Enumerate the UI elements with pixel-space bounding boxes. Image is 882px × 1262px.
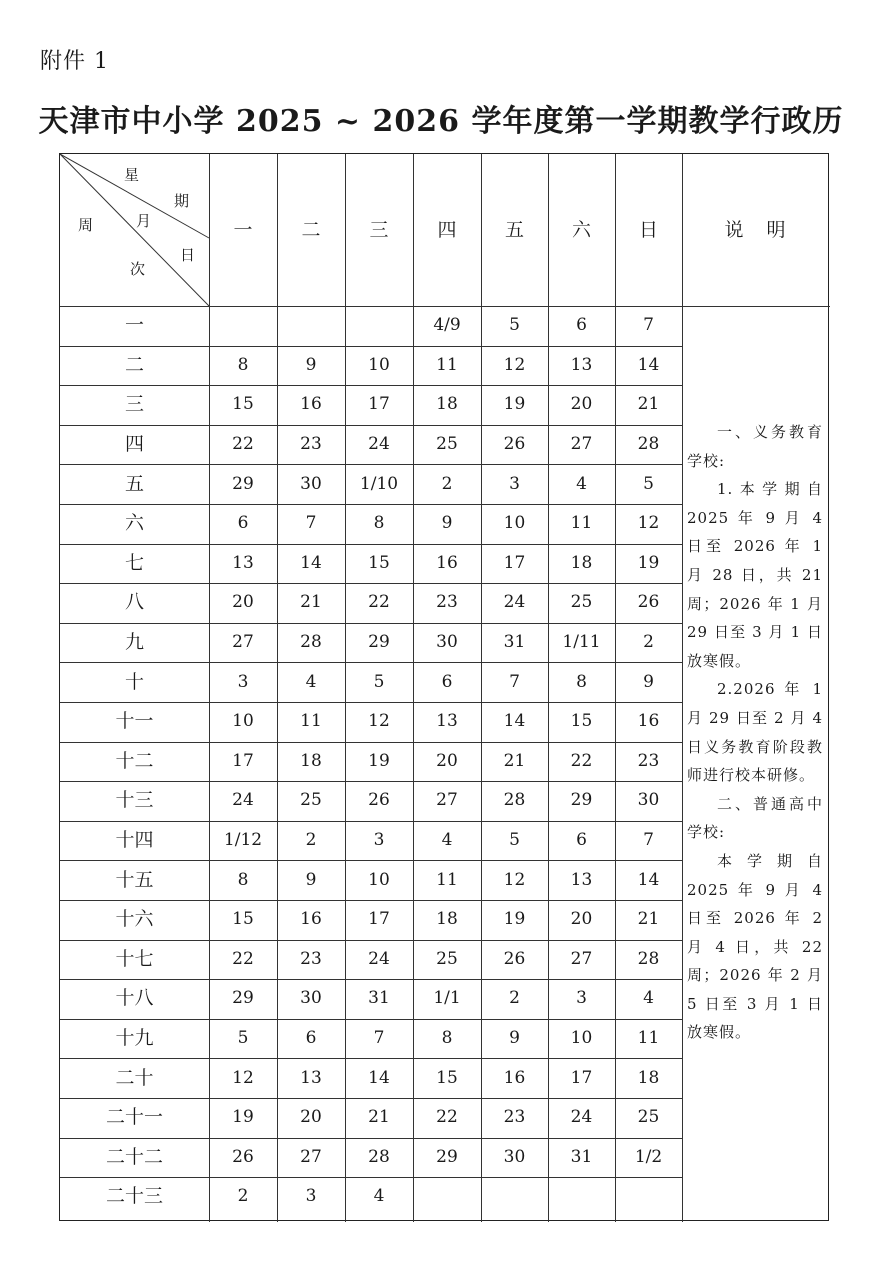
date-cell: 12 (503, 869, 526, 890)
date-cell: 14 (637, 869, 660, 890)
date-cell: 2 (237, 1186, 249, 1207)
week-label: 十一 (115, 710, 154, 733)
date-cell: 2 (305, 830, 317, 851)
date-cell: 30 (300, 988, 322, 1009)
notes-header: 说 明 (724, 218, 788, 241)
notes-paragraph: 本学期自 2025 年 9 月 4 日至 2026 年 2 月 4 日，共 22 周；2026 年 2 月 5 日至 3 月 1 日放寒假。 (687, 851, 823, 1042)
date-cell: 11 (436, 869, 458, 890)
date-cell: 23 (300, 948, 322, 969)
date-cell: 10 (368, 869, 390, 890)
date-cell: 24 (368, 948, 390, 969)
date-cell: 2 (509, 988, 520, 1009)
date-cell: 14 (368, 1067, 390, 1088)
date-cell: 19 (368, 750, 390, 771)
date-cell: 4 (373, 1186, 385, 1207)
corner-label-ri: 日 (180, 246, 196, 264)
date-cell: 9 (305, 354, 317, 375)
day-header: 二 (301, 218, 321, 241)
date-cell: 4 (643, 988, 654, 1009)
date-cell: 7 (643, 315, 654, 336)
date-cell: 25 (300, 790, 322, 811)
date-cell: 21 (503, 750, 526, 771)
date-cell: 18 (300, 750, 322, 771)
day-header: 一 (233, 218, 253, 241)
date-cell: 21 (637, 909, 660, 930)
week-label: 二十二 (105, 1145, 163, 1168)
date-cell: 25 (436, 434, 458, 455)
notes-text (687, 418, 823, 1047)
date-cell: 17 (570, 1067, 593, 1088)
date-cell: 14 (300, 552, 322, 573)
notes-paragraph: 2.2026 年 1 月 29 日至 2 月 4 日义务教育阶段教师进行校本研修。 (687, 680, 823, 785)
corner-label-ci: 次 (130, 260, 146, 278)
date-cell: 27 (436, 790, 458, 811)
date-cell: 14 (637, 354, 660, 375)
week-label: 六 (124, 512, 144, 535)
date-cell: 10 (232, 711, 254, 732)
corner-label-zhou: 周 (78, 216, 94, 234)
date-cell: 30 (503, 1146, 526, 1167)
attachment-label: 附件 1 (40, 49, 109, 74)
date-cell: 7 (373, 1028, 385, 1049)
day-header: 日 (638, 218, 658, 241)
date-cell: 28 (637, 434, 660, 455)
date-cell: 2 (441, 473, 453, 494)
date-cell: 7 (509, 671, 520, 692)
date-cell (615, 1177, 682, 1217)
date-cell: 22 (570, 750, 593, 771)
date-cell: 29 (570, 790, 593, 811)
date-cell: 18 (570, 552, 593, 573)
date-cell: 24 (368, 434, 390, 455)
date-cell: 1/10 (359, 473, 399, 494)
date-cell: 23 (503, 1107, 526, 1128)
date-cell: 15 (368, 552, 390, 573)
date-cell: 17 (368, 394, 390, 415)
date-cell: 16 (300, 909, 322, 930)
week-label: 十 (124, 670, 144, 693)
date-cell: 12 (503, 354, 526, 375)
date-cell: 11 (300, 711, 322, 732)
date-cell: 28 (637, 948, 660, 969)
date-cell: 15 (232, 394, 254, 415)
week-label: 九 (124, 631, 144, 654)
notes-paragraph: 1.本学期自 2025 年 9 月 4 日至 2026 年 1 月 28 日，共 21 周；2026 年 1 月 29 日至 3 月 1 日放寒假。 (687, 480, 823, 670)
date-cell: 26 (503, 948, 526, 969)
date-cell: 1/11 (562, 632, 601, 653)
date-cell: 5 (509, 830, 520, 851)
week-label: 十七 (115, 947, 154, 970)
date-cell: 24 (503, 592, 526, 613)
date-cell: 9 (509, 1028, 520, 1049)
date-cell: 6 (576, 830, 587, 851)
date-cell: 5 (643, 473, 654, 494)
week-label: 五 (124, 472, 144, 495)
date-cell: 20 (570, 909, 593, 930)
week-label: 二十一 (105, 1106, 163, 1129)
date-cell: 6 (305, 1028, 317, 1049)
date-cell: 20 (232, 592, 254, 613)
date-cell: 8 (576, 671, 587, 692)
date-cell: 16 (637, 711, 660, 732)
date-cell: 12 (637, 513, 660, 534)
date-cell: 17 (232, 750, 254, 771)
date-cell: 16 (436, 552, 458, 573)
date-cell: 1/2 (634, 1146, 663, 1167)
date-cell (345, 306, 413, 346)
week-label: 三 (124, 393, 144, 416)
date-cell: 31 (503, 632, 526, 653)
date-cell: 8 (441, 1028, 453, 1049)
date-cell: 8 (237, 869, 249, 890)
date-cell: 26 (368, 790, 390, 811)
date-cell: 28 (503, 790, 526, 811)
date-cell: 6 (576, 315, 587, 336)
day-header: 三 (369, 218, 389, 241)
date-cell: 15 (232, 909, 254, 930)
corner-label-yue: 月 (136, 212, 152, 230)
week-label: 十八 (115, 987, 154, 1010)
date-cell: 23 (436, 592, 458, 613)
page-title: 天津市中小学 2025 ~ 2026 学年度第一学期教学行政历 (38, 104, 844, 139)
week-label: 十三 (115, 789, 154, 812)
date-cell: 22 (368, 592, 390, 613)
date-cell: 13 (570, 869, 593, 890)
date-cell: 13 (300, 1067, 322, 1088)
date-cell: 9 (643, 671, 654, 692)
date-cell: 26 (232, 1146, 254, 1167)
date-cell: 4/9 (433, 315, 461, 336)
date-cell: 17 (368, 909, 390, 930)
column-divider (682, 154, 683, 1222)
date-cell: 11 (570, 513, 593, 534)
date-cell (481, 1177, 548, 1217)
date-cell (548, 1177, 615, 1217)
date-cell: 23 (637, 750, 660, 771)
date-cell: 4 (441, 830, 453, 851)
date-cell: 5 (509, 315, 520, 336)
date-cell: 3 (305, 1186, 317, 1207)
date-cell: 20 (300, 1107, 322, 1128)
week-label: 十九 (115, 1027, 154, 1050)
date-cell: 13 (570, 354, 593, 375)
date-cell: 24 (232, 790, 254, 811)
date-cell: 6 (441, 671, 453, 692)
week-label: 十五 (115, 868, 154, 891)
week-label: 二十三 (105, 1185, 163, 1208)
date-cell: 13 (232, 552, 254, 573)
date-cell: 31 (368, 988, 390, 1009)
date-cell: 9 (305, 869, 317, 890)
date-cell: 18 (637, 1067, 660, 1088)
date-cell: 14 (503, 711, 526, 732)
week-label: 一 (124, 314, 144, 337)
date-cell: 31 (570, 1146, 593, 1167)
date-cell: 30 (300, 473, 322, 494)
date-cell: 25 (436, 948, 458, 969)
date-cell: 20 (570, 394, 593, 415)
date-cell: 30 (637, 790, 660, 811)
date-cell: 4 (305, 671, 317, 692)
date-cell: 3 (237, 671, 249, 692)
date-cell: 11 (436, 354, 458, 375)
date-cell: 10 (503, 513, 526, 534)
date-cell: 18 (436, 394, 458, 415)
week-label: 十四 (115, 829, 154, 852)
date-cell: 28 (368, 1146, 390, 1167)
date-cell: 27 (300, 1146, 322, 1167)
date-cell: 19 (503, 909, 526, 930)
date-cell: 1/12 (223, 830, 263, 851)
date-cell: 19 (637, 552, 660, 573)
date-cell (413, 1177, 481, 1217)
date-cell: 7 (643, 830, 654, 851)
date-cell: 18 (436, 909, 458, 930)
date-cell: 29 (368, 632, 390, 653)
week-label: 七 (124, 551, 144, 574)
date-cell: 8 (373, 513, 385, 534)
date-cell: 6 (237, 513, 249, 534)
week-label: 二十 (115, 1066, 154, 1089)
date-cell: 27 (232, 632, 254, 653)
date-cell: 19 (503, 394, 526, 415)
week-label: 二 (124, 353, 144, 376)
week-label: 四 (124, 433, 144, 456)
date-cell: 7 (305, 513, 317, 534)
notes-paragraph: 一、义务教育学校: (687, 423, 823, 470)
date-cell: 22 (232, 948, 254, 969)
date-cell: 21 (300, 592, 322, 613)
date-cell: 12 (368, 711, 390, 732)
date-cell: 12 (232, 1067, 254, 1088)
date-cell: 16 (300, 394, 322, 415)
notes-paragraph: 二、普通高中学校: (687, 794, 823, 842)
date-cell: 3 (509, 473, 520, 494)
corner-label-star: 星 (124, 166, 140, 184)
date-cell: 15 (570, 711, 593, 732)
date-cell: 9 (441, 513, 453, 534)
date-cell (277, 306, 345, 346)
date-cell: 24 (570, 1107, 593, 1128)
date-cell: 15 (436, 1067, 458, 1088)
date-cell: 3 (576, 988, 587, 1009)
date-cell: 5 (373, 671, 385, 692)
date-cell: 13 (436, 711, 458, 732)
date-cell: 1/1 (433, 988, 461, 1009)
date-cell: 27 (570, 948, 593, 969)
date-cell: 22 (436, 1107, 458, 1128)
date-cell: 20 (436, 750, 458, 771)
date-cell: 21 (637, 394, 660, 415)
week-label: 十六 (115, 908, 154, 931)
date-cell: 21 (368, 1107, 390, 1128)
date-cell: 3 (373, 830, 385, 851)
date-cell: 4 (576, 473, 587, 494)
date-cell: 25 (637, 1107, 660, 1128)
date-cell: 25 (570, 592, 593, 613)
date-cell: 29 (232, 988, 254, 1009)
date-cell (209, 306, 277, 346)
date-cell: 5 (237, 1028, 249, 1049)
week-label: 八 (124, 591, 144, 614)
date-cell: 2 (643, 632, 654, 653)
date-cell: 19 (232, 1107, 254, 1128)
date-cell: 16 (503, 1067, 526, 1088)
date-cell: 10 (570, 1028, 593, 1049)
day-header: 五 (504, 218, 524, 241)
date-cell: 27 (570, 434, 593, 455)
date-cell: 10 (368, 354, 390, 375)
day-header: 四 (437, 218, 457, 241)
date-cell: 26 (637, 592, 660, 613)
date-cell: 30 (436, 632, 458, 653)
week-label: 十二 (115, 749, 154, 772)
date-cell: 11 (637, 1028, 660, 1049)
date-cell: 29 (232, 473, 254, 494)
date-cell: 22 (232, 434, 254, 455)
day-header: 六 (571, 218, 591, 241)
date-cell: 29 (436, 1146, 458, 1167)
date-cell: 23 (300, 434, 322, 455)
date-cell: 28 (300, 632, 322, 653)
corner-label-qi: 期 (174, 192, 190, 210)
date-cell: 8 (237, 354, 249, 375)
date-cell: 17 (503, 552, 526, 573)
date-cell: 26 (503, 434, 526, 455)
